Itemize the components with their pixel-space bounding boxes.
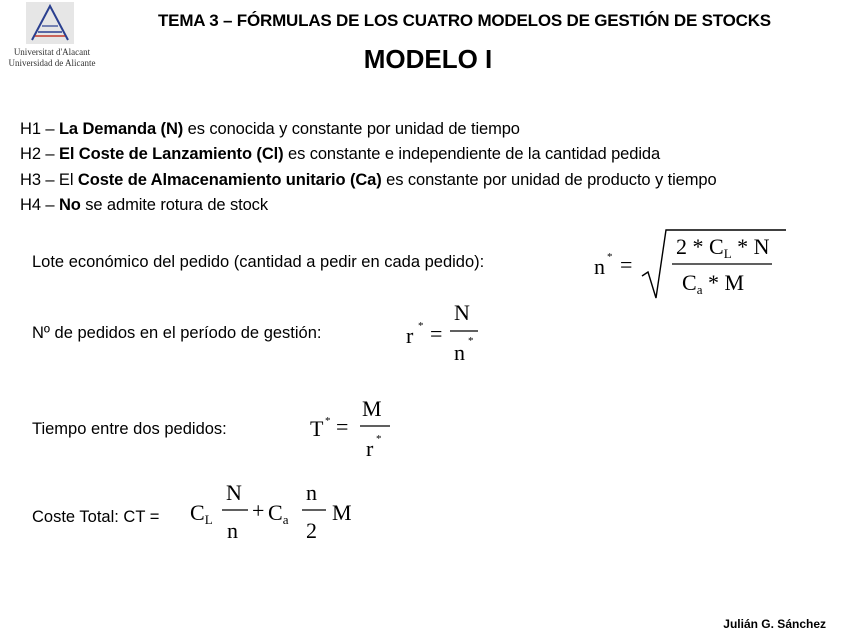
hypothesis-h3	[20, 171, 717, 190]
formula-numerator: 2 * CL * N	[676, 234, 770, 261]
hypothesis-symbol: (N)	[160, 120, 184, 138]
hypothesis-prefix: H4 –	[20, 196, 59, 214]
hypothesis-bold: El Coste de Lanzamiento	[58, 145, 252, 163]
hypothesis-symbol: (Ca)	[349, 171, 382, 189]
page-header-title: TEMA 3 – FÓRMULAS DE LOS CUATRO MODELOS DE GESTIÓN DE STOCKS	[158, 11, 771, 30]
formula-star: *	[418, 320, 424, 332]
coste-total-label: Coste Total: CT =	[32, 508, 160, 526]
numero-pedidos-label: Nº de pedidos en el período de gestión:	[32, 324, 322, 342]
university-name-catalan: Universitat d'Alacant	[13, 47, 91, 57]
coste-term-ca: Ca	[268, 500, 289, 527]
fraction1-denominator: n	[227, 518, 238, 543]
formula-lhs: n	[594, 254, 605, 279]
formula-lhs: T	[310, 416, 324, 441]
coste-term-cl: CL	[190, 500, 213, 527]
formula-eq: =	[336, 414, 349, 439]
lote-economico-formula	[590, 224, 790, 302]
formula-denominator: n	[454, 340, 465, 365]
formula-eq: =	[620, 252, 633, 277]
hypothesis-suffix: es conocida y constante por unidad de tiempo	[183, 120, 520, 138]
hypothesis-bold: La Demanda	[58, 120, 157, 138]
tiempo-pedidos-label: Tiempo entre dos pedidos:	[32, 420, 227, 438]
hypothesis-symbol: (Cl)	[256, 145, 284, 163]
lote-economico-label: Lote económico del pedido (cantidad a pedir en cada pedido):	[32, 253, 485, 271]
numero-pedidos-formula	[402, 296, 492, 368]
model-title: MODELO I	[363, 44, 493, 74]
formula-plus: +	[252, 498, 265, 523]
author-name: Julián G. Sánchez	[723, 617, 826, 631]
formula-lhs: r	[406, 323, 414, 348]
formula-denominator: Ca * M	[682, 270, 745, 297]
formula-den-star: *	[376, 433, 382, 445]
hypothesis-bold: Coste de Almacenamiento unitario	[77, 171, 346, 189]
fraction2-numerator: n	[306, 480, 317, 505]
hypothesis-suffix: es constante e independiente de la cantidad pedida	[283, 145, 661, 163]
university-of-alicante-logo-icon	[26, 2, 74, 44]
hypothesis-h1	[20, 120, 520, 139]
formula-star: *	[607, 251, 613, 263]
hypothesis-prefix: H1 –	[20, 120, 59, 138]
hypothesis-prefix: H3 – El	[20, 171, 78, 189]
tiempo-pedidos-formula	[306, 394, 406, 466]
hypothesis-suffix: se admite rotura de stock	[80, 196, 268, 214]
coste-total-formula	[188, 480, 368, 546]
formula-den-star: *	[468, 335, 474, 347]
university-name-spanish: Universidad de Alicante	[8, 58, 96, 68]
formula-tail: M	[332, 500, 352, 525]
hypothesis-h4	[20, 196, 268, 215]
fraction1-numerator: N	[226, 480, 242, 505]
hypothesis-bold: No	[58, 196, 81, 214]
formula-numerator: M	[362, 396, 382, 421]
formula-denominator: r	[366, 436, 374, 461]
fraction2-denominator: 2	[306, 518, 317, 543]
formula-numerator: N	[454, 300, 470, 325]
hypothesis-prefix: H2 –	[20, 145, 59, 163]
hypothesis-h2	[20, 145, 660, 164]
formula-star: *	[325, 415, 331, 427]
hypothesis-suffix: es constante por unidad de producto y tiempo	[381, 171, 717, 189]
formula-eq: =	[430, 321, 443, 346]
